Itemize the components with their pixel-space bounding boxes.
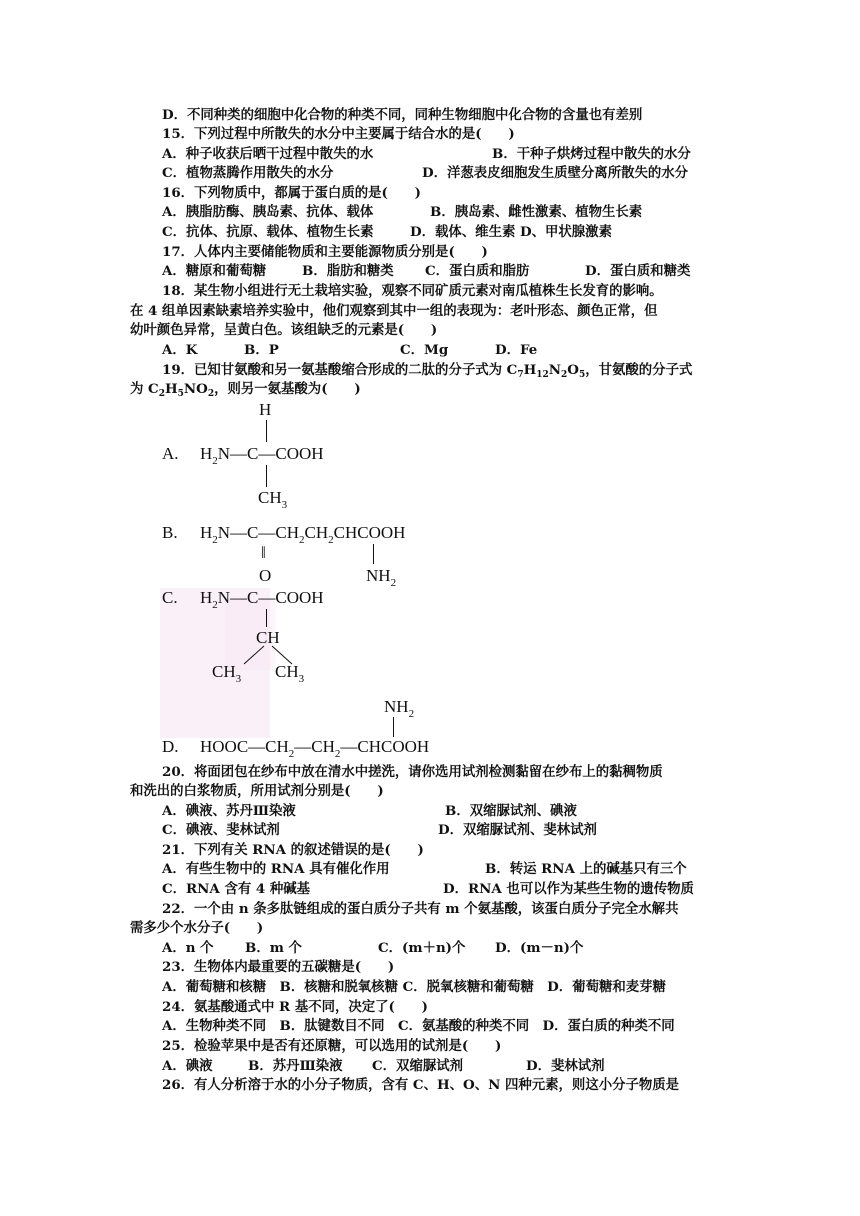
q15-option-c: C．植物蒸腾作用散失的水分 bbox=[162, 165, 334, 181]
q15-option-d: D．洋葱表皮细胞发生质壁分离所散失的水分 bbox=[422, 165, 689, 181]
q16-option-d: D．载体、维生素 D、甲状腺激素 bbox=[410, 224, 612, 240]
q20-option-a: A．碘液、苏丹Ⅲ染液 bbox=[162, 803, 296, 819]
amino-group: $NH_2$ bbox=[366, 566, 397, 589]
q17-option-d: D．蛋白质和糖类 bbox=[585, 263, 691, 279]
q16-option-c: C．抗体、抗原、载体、植物生长素 bbox=[162, 224, 374, 240]
q18-option-d: D．Fe bbox=[495, 342, 538, 358]
q18-option-a: A．K bbox=[162, 342, 198, 358]
question-15: 15．下列过程中所散失的水分中主要属于结合水的是( ) bbox=[162, 126, 515, 142]
structure-d-main: $HOOC—CH_2—CH_2—CHCOOH$ bbox=[200, 737, 430, 760]
q20-option-b: B．双缩脲试剂、碘液 bbox=[445, 803, 577, 819]
question-18-line3: 幼叶颜色异常，呈黄白色。该组缺乏的元素是( ) bbox=[130, 322, 438, 338]
q22-option-a: A．n 个 bbox=[162, 940, 214, 956]
bond bbox=[266, 420, 267, 442]
option-d-line: D．不同种类的细胞中化合物的种类不同，同种生物细胞中化合物的含量也有差别 bbox=[162, 107, 643, 123]
question-22-line2: 需多少个水分子( ) bbox=[130, 920, 264, 936]
atom-o: O bbox=[259, 566, 272, 585]
q18-option-b: B．P bbox=[244, 342, 279, 358]
question-16: 16．下列物质中，都属于蛋白质的是( ) bbox=[162, 185, 421, 201]
structure-c-main: $H_2N—C—COOH$ bbox=[200, 588, 324, 611]
question-26: 26．有人分析溶于水的小分子物质，含有 C、H、O、N 四种元素，则这小分子物质是 bbox=[162, 1077, 680, 1093]
q25-option-a: A．碘液 bbox=[162, 1058, 213, 1074]
question-19-line1: 19．已知甘氨酸和另一氨基酸缩合形成的二肽的分子式为 $C_7H_{12}N_2O_5$，甘氨酸的分子式 bbox=[162, 362, 693, 380]
q22-option-c: C．(m＋n)个 bbox=[378, 940, 466, 956]
structure-b-main: $H_2N—C—CH_2CH_2CHCOOH$ bbox=[200, 523, 406, 546]
question-18-line2: 在 4 组单因素缺素培养实验中，他们观察到其中一组的表现为：老叶形态、颜色正常，但 bbox=[130, 303, 658, 319]
bond bbox=[266, 465, 267, 487]
question-19-line2: 为 $C_2H_5NO_2$，则另一氨基酸为( ) bbox=[130, 381, 361, 399]
q20-option-d: D．双缩脲试剂、斐林试剂 bbox=[438, 822, 597, 838]
question-24: 24．氨基酸通式中 R 基不同，决定了( ) bbox=[162, 999, 429, 1015]
question-21: 21．下列有关 RNA 的叙述错误的是( ) bbox=[162, 842, 424, 858]
question-23: 23．生物体内最重要的五碳糖是( ) bbox=[162, 959, 395, 975]
structure-d-label: D. bbox=[162, 737, 179, 756]
q17-option-c: C．蛋白质和脂肪 bbox=[425, 263, 530, 279]
q21-option-c: C．RNA 含有 4 种碱基 bbox=[162, 881, 311, 897]
q18-option-c: C．Mg bbox=[400, 342, 449, 358]
q16-option-a: A．胰脂肪酶、胰岛素、抗体、载体 bbox=[162, 204, 374, 220]
q16-option-b: B．胰岛素、雌性激素、植物生长素 bbox=[430, 204, 643, 220]
question-18-line1: 18．某生物小组进行无土栽培实验，观察不同矿质元素对南瓜植株生长发育的影响。 bbox=[162, 283, 663, 299]
question-20-line1: 20．将面团包在纱布中放在清水中搓洗，请你选用试剂检测黏留在纱布上的黏稠物质 bbox=[162, 764, 663, 780]
q23-options: A．葡萄糖和核糖 B．核糖和脱氧核糖 C．脱氧核糖和葡萄糖 D．葡萄糖和麦芽糖 bbox=[162, 979, 666, 995]
q21-option-d: D．RNA 也可以作为某些生物的遗传物质 bbox=[443, 881, 694, 897]
q15-option-b: B．干种子烘烤过程中散失的水分 bbox=[492, 146, 691, 162]
double-bond: ‖ bbox=[261, 543, 266, 562]
ch-group: CH bbox=[256, 628, 280, 647]
bond bbox=[393, 717, 394, 737]
q22-option-d: D．(m－n)个 bbox=[495, 940, 584, 956]
structure-c-label: C. bbox=[162, 588, 178, 607]
structure-a-label: A. bbox=[162, 444, 179, 463]
question-25: 25．检验苹果中是否有还原糖，可以选用的试剂是( ) bbox=[162, 1038, 502, 1054]
bond bbox=[266, 609, 267, 627]
bond bbox=[373, 544, 374, 564]
q15-option-a: A．种子收获后晒干过程中散失的水 bbox=[162, 146, 374, 162]
q21-option-b: B．转运 RNA 上的碱基只有三个 bbox=[485, 861, 687, 877]
question-22-line1: 22．一个由 n 条多肽链组成的蛋白质分子共有 m 个氨基酸，该蛋白质分子完全水解共 bbox=[162, 901, 679, 917]
q24-options: A．生物种类不同 B．肽键数目不同 C．氨基酸的种类不同 D．蛋白质的种类不同 bbox=[162, 1018, 675, 1034]
atom-h: H bbox=[259, 400, 272, 419]
structure-a-main: $H_2N—C—COOH$ bbox=[200, 444, 324, 467]
methyl-group: $CH_3$ bbox=[212, 662, 242, 685]
question-20-line2: 和洗出的白浆物质，所用试剂分别是( ) bbox=[130, 783, 384, 799]
structure-b-label: B. bbox=[162, 523, 178, 542]
q17-option-a: A．糖原和葡萄糖 bbox=[162, 263, 267, 279]
methyl-group: $CH_3$ bbox=[275, 662, 305, 685]
q21-option-a: A．有些生物中的 RNA 具有催化作用 bbox=[162, 861, 390, 877]
q22-option-b: B．m 个 bbox=[245, 940, 302, 956]
q20-option-c: C．碘液、斐林试剂 bbox=[162, 822, 280, 838]
q17-option-b: B．脂肪和糖类 bbox=[302, 263, 394, 279]
q25-option-b: B．苏丹Ⅲ染液 bbox=[248, 1058, 343, 1074]
methyl-group: $CH_3$ bbox=[258, 488, 288, 511]
question-17: 17．人体内主要储能物质和主要能源物质分别是( ) bbox=[162, 244, 488, 260]
q25-option-d: D．斐林试剂 bbox=[526, 1058, 605, 1074]
amino-group: $NH_2$ bbox=[384, 697, 415, 720]
q25-option-c: C．双缩脲试剂 bbox=[372, 1058, 464, 1074]
